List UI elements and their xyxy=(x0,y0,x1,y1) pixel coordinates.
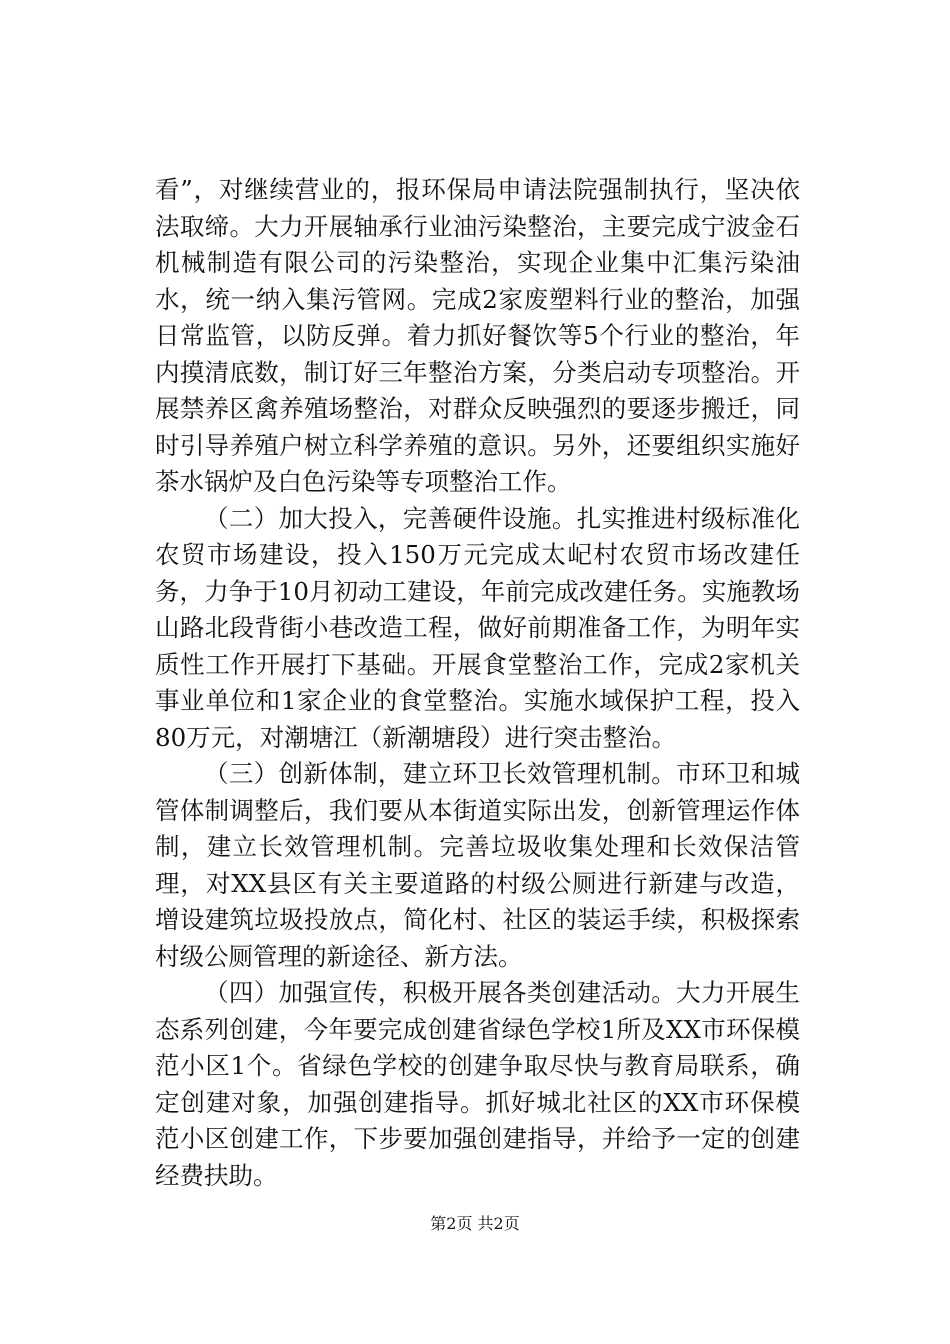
paragraph-section-2: （二）加大投入，完善硬件设施。扎实推进村级标准化农贸市场建设，投入150万元完成太屺村农贸市场改建任务，力争于10月初动工建设，年前完成改建任务。实施教场山路北段背街小巷改造工程，做好前期准备工作，为明年实质性工作开展打下基础。开展食堂整治工作，完成2家机关事业单位和1家企业的食堂整治。实施水域保护工程，投入80万元，对潮塘江（新潮塘段）进行突击整治。 xyxy=(155,503,800,752)
document-body xyxy=(155,172,800,1194)
paragraph-section-4: （四）加强宣传，积极开展各类创建活动。大力开展生态系列创建，今年要完成创建省绿色学校1所及XX市环保模范小区1个。省绿色学校的创建争取尽快与教育局联系，确定创建对象，加强创建指导。抓好城北社区的XX市环保模范小区创建工作，下步要加强创建指导，并给予一定的创建经费扶助。 xyxy=(155,978,800,1190)
paragraph-continuation: 看”，对继续营业的，报环保局申请法院强制执行，坚决依法取缔。大力开展轴承行业油污染整治，主要完成宁波金石机械制造有限公司的污染整治，实现企业集中汇集污染油水，统一纳入集污管网。完成2家废塑料行业的整治，加强日常监管，以防反弹。着力抓好餐饮等5个行业的整治，年内摸清底数，制订好三年整治方案，分类启动专项整治。开展禁养区禽养殖场整治，对群众反映强烈的要逐步搬迁，同时引导养殖户树立科学养殖的意识。另外，还要组织实施好茶水锅炉及白色污染等专项整治工作。 xyxy=(155,175,800,496)
page-footer: 第2页 共2页 xyxy=(430,1214,520,1233)
paragraph-section-3: （三）创新体制，建立环卫长效管理机制。市环卫和城管体制调整后，我们要从本街道实际出发，创新管理运作体制，建立长效管理机制。完善垃圾收集处理和长效保洁管理，对XX县区有关主要道路的村级公厕进行新建与改造，增设建筑垃圾投放点，简化村、社区的装运手续，积极探索村级公厕管理的新途径、新方法。 xyxy=(155,759,800,971)
